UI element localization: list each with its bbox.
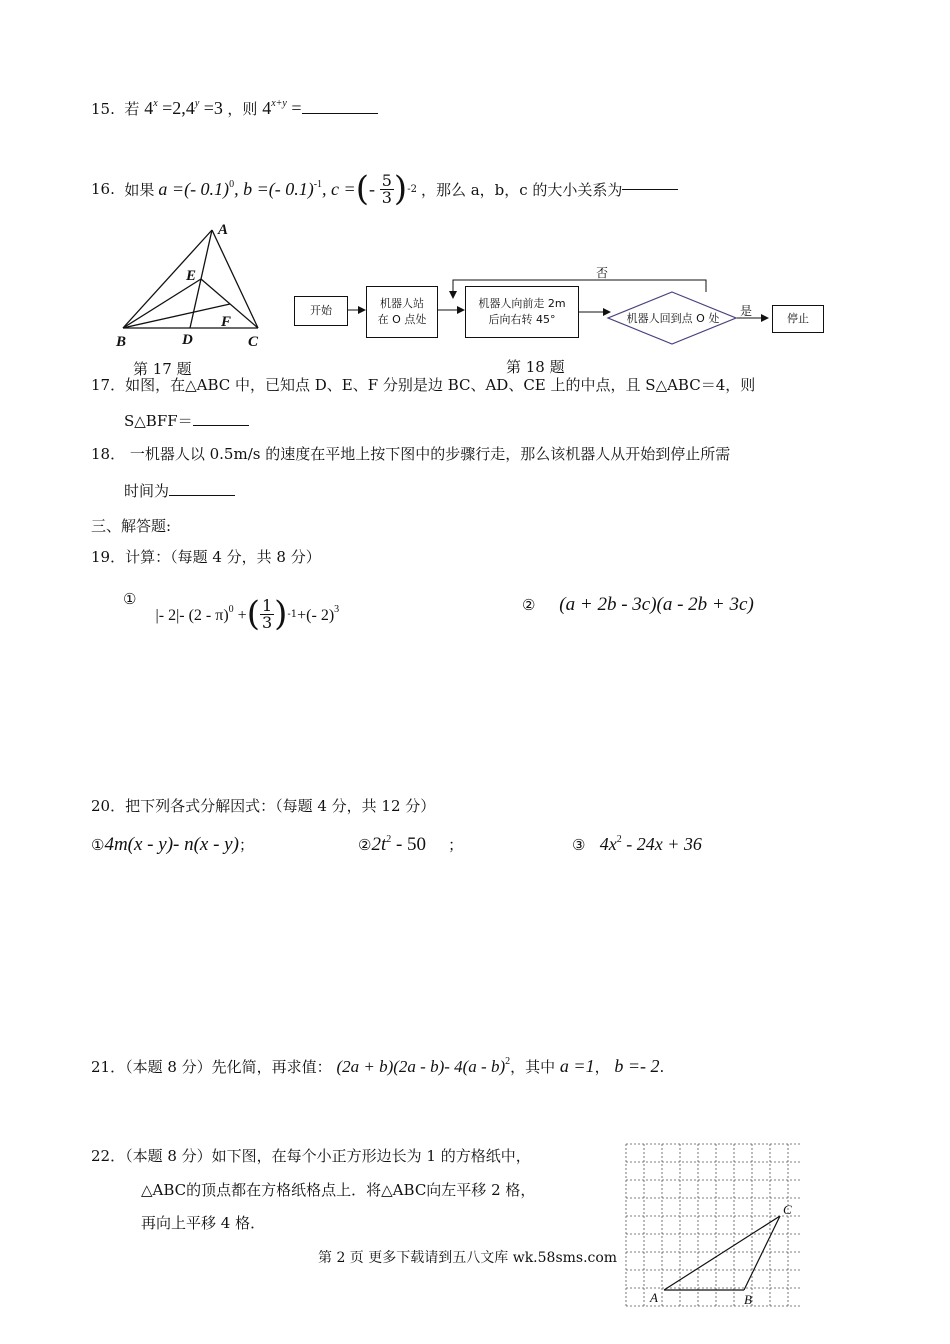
q20-e2-exp: 2: [386, 834, 392, 845]
q19-p1a: |- 2|- (2 - π): [155, 606, 229, 624]
q20-e3a: 4x: [599, 834, 617, 854]
q19-paren-right: ): [274, 594, 288, 634]
grid-figure-22: [620, 1140, 802, 1310]
q17-line2-text: S△BFF＝: [124, 412, 193, 430]
q16-expr-b: , b =(- 0.1): [234, 178, 314, 199]
q17-answer-blank[interactable]: [193, 425, 249, 426]
q19-p1a-exp: 0: [228, 603, 234, 615]
q20-part2: [358, 834, 463, 856]
flow-start-box: 开始: [294, 296, 348, 326]
q16-paren-left: (: [355, 169, 369, 209]
q17-text-line1: 17．如图，在△ABC 中，已知点 D、E、F 分别是边 BC、AD、CE 上的中点，且 S△ABC＝4，则: [91, 376, 756, 394]
label-f: F: [221, 314, 232, 330]
flow-no-label: 否: [596, 266, 609, 280]
q18-line2-text: 时间为: [124, 482, 170, 500]
q16-exp-a: 0: [229, 178, 235, 190]
q19-p1b: +: [233, 606, 247, 624]
question-21: [91, 1056, 664, 1077]
flow-move-line2: 后向右转 45°: [488, 313, 556, 326]
q15-number: 15.: [91, 100, 115, 118]
label-b: B: [116, 334, 127, 350]
q16-minus: -: [368, 178, 375, 199]
q21-b-value: b =- 2: [614, 1056, 660, 1076]
q19-circle-1: ①: [123, 590, 137, 608]
q15-base2: 4: [185, 98, 195, 118]
label-e: E: [186, 268, 197, 284]
q16-expr-a: a =(- 0.1): [158, 178, 230, 199]
q20-expression-1: 4m(x - y)- n(x - y): [104, 834, 239, 855]
q16-suffix: ，那么 a，b，c 的大小关系为: [420, 180, 623, 199]
flow-move-box: [465, 286, 579, 338]
q20-e3b: - 24x + 36: [621, 834, 702, 854]
q21-expression: (2a + b)(2a - b)- 4(a - b): [336, 1057, 506, 1076]
flow-move-line1: 机器人向前走 2m: [478, 297, 566, 310]
q19-fraction: [260, 595, 274, 632]
q20-title: 20．把下列各式分解因式：（每题 4 分，共 12 分）: [91, 797, 436, 815]
q22-text-line1: 22．（本题 8 分）如下图，在每个小正方形边长为 1 的方格纸中，: [91, 1147, 531, 1165]
section-heading: 三、解答题:: [91, 517, 172, 535]
flow-stop-box: 停止: [772, 305, 824, 333]
q15-exp-y: y: [194, 98, 200, 109]
q20-e2a: 2t: [371, 834, 387, 855]
q15-expression-2: [262, 98, 301, 118]
q16-exp-c: -2: [407, 183, 417, 195]
triangle-figure-17: [110, 218, 280, 358]
edge-ac: [212, 230, 258, 328]
q16-frac-den: 3: [381, 187, 392, 207]
q21-exp: 2: [505, 1056, 511, 1067]
q19-circle-2: ②: [522, 596, 536, 614]
q19-paren-left: (: [246, 594, 260, 634]
flow-decision-label: 机器人回到点 O 处: [626, 312, 720, 325]
q16-number: 16.: [91, 180, 115, 198]
q20-e2b: - 50: [391, 834, 427, 855]
q20-sep-2: ；: [448, 836, 464, 854]
q15-eq1: =2,: [162, 98, 186, 118]
segment-be: [123, 279, 201, 328]
label-c: C: [248, 334, 259, 350]
segment-bf: [123, 304, 230, 328]
q16-fraction: [380, 170, 394, 207]
q19-part1: [123, 590, 339, 638]
q21-end: .: [659, 1058, 665, 1076]
caption-17: 第 17 题: [133, 360, 192, 378]
q18-text-line2: [124, 480, 235, 501]
q20-circle-1: ①: [91, 836, 105, 854]
grid-label-b: B: [744, 1292, 752, 1307]
edge-ab: [123, 230, 212, 328]
q15-prefix: 若: [124, 100, 140, 118]
q20-part1: [91, 834, 254, 856]
page-footer: 第 2 页 更多下载请到五八文库 wk.58sms.com: [318, 1250, 618, 1266]
q15-exp-x: x: [153, 98, 158, 109]
q19-p1c-exp: 3: [334, 603, 340, 615]
q20-e3-exp: 2: [616, 834, 622, 845]
q21-text: 21．（本题 8 分）先化简，再求值：: [91, 1058, 332, 1076]
grid-label-a: A: [650, 1290, 658, 1305]
q16-prefix: 如果: [124, 180, 155, 199]
q18-text-line1: 18． 一机器人以 0.5m/s 的速度在平地上按下图中的步骤行走，那么该机器人从开始到停止所需: [91, 445, 731, 463]
q16-answer-blank[interactable]: [622, 189, 678, 190]
q20-sep-1: ；: [238, 836, 254, 854]
q19-p1c: +(- 2): [297, 606, 335, 624]
q15-base1: 4: [144, 98, 154, 118]
flow-yes-label: 是: [740, 304, 753, 318]
q16-paren-right: ): [393, 169, 408, 209]
q15-base3: 4: [262, 98, 272, 118]
q21-sep: ，: [594, 1058, 610, 1076]
label-a: A: [218, 222, 229, 238]
q19-part2: [522, 594, 754, 616]
q21-mid: ，其中: [510, 1058, 556, 1076]
q19-frac-exp: -1: [287, 608, 298, 620]
q18-answer-blank[interactable]: [169, 495, 235, 496]
q17-text-line2: [124, 410, 249, 431]
q20-circle-2: ②: [358, 836, 372, 854]
question-16: [91, 166, 678, 212]
q19-frac-num: 1: [261, 595, 273, 615]
q15-mid: ，则: [227, 100, 258, 118]
q15-expression: [144, 98, 227, 118]
q15-eq3: =: [291, 98, 302, 118]
flow-stand-box: [366, 286, 438, 338]
q19-frac-den: 3: [261, 612, 273, 632]
q16-exp-b: -1: [313, 178, 323, 190]
q16-expr-c: , c =: [322, 178, 356, 199]
grid-label-c: C: [783, 1202, 792, 1217]
flow-stand-line1: 机器人站: [380, 297, 424, 310]
q16-frac-num: 5: [381, 170, 392, 190]
flow-stand-line2: 在 O 点处: [377, 313, 427, 326]
q15-exp-xy: x+y: [271, 98, 287, 109]
caption-18: 第 18 题: [506, 358, 565, 376]
q15-eq2: =3: [203, 98, 223, 118]
q20-circle-3: ③: [572, 836, 586, 854]
question-15: [91, 98, 378, 119]
q16-expression: [158, 179, 355, 200]
q22-text-line3: 再向上平移 4 格．: [141, 1214, 266, 1232]
q15-answer-blank[interactable]: [302, 113, 378, 114]
label-d: D: [182, 332, 193, 348]
q19-expression-2: (a + 2b - 3c)(a - 2b + 3c): [559, 594, 754, 615]
q22-text-line2: △ABC的顶点都在方格纸格点上．将△ABC向左平移 2 格，: [141, 1181, 536, 1199]
q21-a-value: a =1: [559, 1056, 595, 1076]
q19-title: 19．计算：（每题 4 分，共 8 分）: [91, 548, 321, 566]
q20-part3: [572, 834, 702, 855]
q19-expression-1: [156, 604, 247, 625]
